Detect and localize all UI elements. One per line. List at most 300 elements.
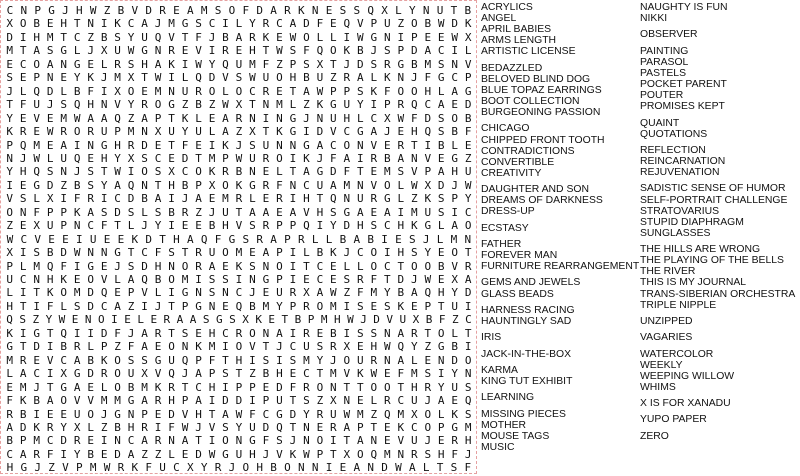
grid-letter[interactable]: Z — [397, 17, 405, 31]
grid-letter[interactable]: S — [235, 71, 243, 85]
grid-letter[interactable]: Y — [200, 461, 208, 475]
grid-letter[interactable]: X — [46, 192, 54, 206]
grid-letter[interactable]: O — [6, 205, 14, 219]
grid-letter[interactable]: O — [235, 340, 243, 354]
grid-letter[interactable]: S — [222, 367, 229, 381]
grid-letter[interactable]: L — [195, 111, 202, 125]
grid-letter[interactable]: U — [208, 246, 216, 260]
grid-letter[interactable]: E — [276, 30, 283, 44]
grid-letter[interactable]: I — [249, 353, 256, 367]
grid-letter[interactable]: P — [76, 461, 83, 475]
grid-letter[interactable]: I — [208, 44, 216, 58]
grid-letter[interactable]: H — [127, 420, 135, 434]
grid-letter[interactable]: H — [343, 111, 351, 125]
grid-letter[interactable]: V — [276, 447, 283, 461]
grid-letter[interactable]: S — [437, 205, 445, 219]
grid-letter[interactable]: G — [33, 178, 41, 192]
grid-letter[interactable]: T — [46, 380, 54, 394]
grid-letter[interactable]: E — [395, 232, 402, 246]
grid-letter[interactable]: X — [412, 313, 420, 327]
grid-letter[interactable]: A — [19, 367, 27, 381]
grid-letter[interactable]: R — [262, 178, 270, 192]
grid-letter[interactable]: Q — [397, 340, 405, 354]
grid-letter[interactable]: S — [276, 434, 283, 448]
grid-letter[interactable]: C — [330, 138, 337, 152]
grid-letter[interactable]: J — [100, 71, 108, 85]
grid-letter[interactable]: O — [316, 380, 324, 394]
grid-letter[interactable]: E — [154, 138, 162, 152]
grid-letter[interactable]: N — [383, 353, 391, 367]
grid-letter[interactable]: L — [73, 44, 81, 58]
grid-letter[interactable]: T — [100, 165, 108, 179]
grid-letter[interactable]: E — [222, 259, 229, 273]
grid-letter[interactable]: T — [397, 259, 405, 273]
grid-letter[interactable]: J — [276, 340, 283, 354]
grid-letter[interactable]: Z — [424, 340, 432, 354]
grid-letter[interactable]: O — [114, 353, 121, 367]
grid-letter[interactable]: A — [46, 394, 54, 408]
grid-letter[interactable]: N — [168, 84, 175, 98]
grid-letter[interactable]: T — [33, 286, 41, 300]
grid-letter[interactable]: W — [303, 447, 310, 461]
grid-letter[interactable]: R — [195, 246, 202, 260]
grid-letter[interactable]: E — [87, 151, 94, 165]
grid-letter[interactable]: L — [60, 299, 67, 313]
grid-letter[interactable]: A — [316, 138, 324, 152]
grid-letter[interactable]: K — [424, 192, 432, 206]
grid-letter[interactable]: Z — [87, 30, 94, 44]
grid-letter[interactable]: N — [289, 178, 297, 192]
grid-letter[interactable]: E — [235, 44, 243, 58]
grid-letter[interactable]: O — [464, 353, 472, 367]
grid-letter[interactable]: W — [276, 44, 283, 58]
grid-letter[interactable]: R — [262, 151, 270, 165]
grid-letter[interactable]: O — [208, 84, 216, 98]
grid-letter[interactable]: D — [330, 165, 337, 179]
grid-letter[interactable]: N — [114, 434, 121, 448]
grid-letter[interactable]: L — [127, 219, 135, 233]
grid-letter[interactable]: L — [46, 151, 54, 165]
grid-letter[interactable]: H — [100, 151, 108, 165]
grid-letter[interactable]: J — [451, 178, 459, 192]
grid-letter[interactable]: N — [195, 286, 202, 300]
grid-letter[interactable]: V — [330, 125, 337, 139]
grid-letter[interactable]: S — [370, 57, 378, 71]
grid-letter[interactable]: I — [289, 326, 297, 340]
grid-letter[interactable]: O — [195, 165, 202, 179]
grid-letter[interactable]: T — [303, 259, 310, 273]
grid-letter[interactable]: C — [114, 192, 121, 206]
grid-letter[interactable]: J — [114, 259, 121, 273]
grid-letter[interactable]: W — [437, 17, 445, 31]
grid-letter[interactable]: I — [19, 286, 27, 300]
grid-letter[interactable]: L — [137, 313, 144, 327]
grid-letter[interactable]: T — [46, 326, 54, 340]
grid-letter[interactable]: N — [357, 178, 364, 192]
grid-letter[interactable]: I — [397, 205, 405, 219]
grid-letter[interactable]: N — [249, 111, 256, 125]
grid-letter[interactable]: V — [141, 286, 148, 300]
grid-letter[interactable]: C — [424, 98, 432, 112]
grid-letter[interactable]: M — [262, 299, 270, 313]
grid-letter[interactable]: B — [168, 205, 175, 219]
grid-letter[interactable]: F — [145, 461, 152, 475]
grid-letter[interactable]: O — [222, 246, 229, 260]
grid-letter[interactable]: W — [235, 407, 243, 421]
grid-letter[interactable]: T — [262, 340, 270, 354]
grid-letter[interactable]: H — [195, 407, 202, 421]
grid-letter[interactable]: Z — [249, 367, 256, 381]
grid-letter[interactable]: D — [195, 447, 202, 461]
grid-letter[interactable]: H — [410, 380, 418, 394]
grid-letter[interactable]: D — [276, 380, 283, 394]
grid-letter[interactable]: M — [141, 380, 148, 394]
grid-letter[interactable]: P — [424, 299, 432, 313]
grid-letter[interactable]: O — [168, 273, 175, 286]
grid-letter[interactable]: O — [222, 434, 229, 448]
grid-letter[interactable]: X — [33, 219, 41, 233]
grid-letter[interactable]: T — [281, 313, 289, 327]
grid-letter[interactable]: E — [383, 367, 391, 381]
grid-letter[interactable]: Y — [73, 71, 81, 85]
grid-letter[interactable]: P — [383, 98, 391, 112]
grid-letter[interactable]: N — [60, 165, 67, 179]
grid-letter[interactable]: G — [330, 98, 337, 112]
grid-letter[interactable]: B — [383, 151, 391, 165]
grid-letter[interactable]: I — [289, 273, 297, 286]
grid-letter[interactable]: S — [127, 259, 135, 273]
grid-letter[interactable]: L — [464, 44, 472, 58]
grid-letter[interactable]: L — [410, 353, 418, 367]
grid-letter[interactable]: N — [249, 165, 256, 179]
grid-letter[interactable]: A — [222, 407, 229, 421]
grid-letter[interactable]: Y — [410, 340, 418, 354]
grid-letter[interactable]: V — [410, 165, 418, 179]
grid-letter[interactable]: E — [117, 232, 125, 246]
grid-letter[interactable]: E — [208, 111, 216, 125]
grid-letter[interactable]: K — [100, 353, 108, 367]
grid-letter[interactable]: D — [60, 246, 67, 260]
grid-letter[interactable]: Z — [195, 205, 202, 219]
grid-letter[interactable]: I — [168, 71, 175, 85]
grid-letter[interactable]: V — [87, 394, 94, 408]
grid-letter[interactable]: Q — [60, 326, 67, 340]
grid-letter[interactable]: W — [343, 407, 351, 421]
grid-letter[interactable]: G — [437, 71, 445, 85]
grid-letter[interactable]: P — [289, 219, 297, 233]
grid-letter[interactable]: G — [249, 178, 256, 192]
grid-letter[interactable]: C — [343, 125, 351, 139]
grid-letter[interactable]: J — [100, 407, 108, 421]
grid-letter[interactable]: U — [6, 273, 14, 286]
grid-letter[interactable]: X — [141, 367, 148, 381]
grid-letter[interactable]: L — [141, 205, 148, 219]
grid-letter[interactable]: X — [343, 340, 351, 354]
grid-letter[interactable]: J — [343, 246, 351, 260]
grid-letter[interactable]: B — [60, 340, 67, 354]
grid-letter[interactable]: E — [87, 380, 94, 394]
grid-letter[interactable]: E — [424, 30, 432, 44]
grid-letter[interactable]: J — [195, 420, 202, 434]
grid-letter[interactable]: I — [451, 205, 459, 219]
grid-letter[interactable]: D — [19, 420, 27, 434]
grid-letter[interactable]: C — [316, 273, 324, 286]
grid-letter[interactable]: K — [289, 447, 297, 461]
grid-letter[interactable]: I — [73, 138, 81, 152]
grid-letter[interactable]: T — [330, 57, 337, 71]
grid-letter[interactable]: I — [343, 326, 351, 340]
grid-letter[interactable]: Q — [330, 192, 337, 206]
grid-letter[interactable]: W — [195, 57, 202, 71]
grid-letter[interactable]: L — [87, 340, 94, 354]
grid-letter[interactable]: E — [73, 273, 81, 286]
grid-letter[interactable]: T — [289, 165, 297, 179]
grid-letter[interactable]: A — [33, 44, 41, 58]
grid-letter[interactable]: G — [195, 299, 202, 313]
grid-letter[interactable]: L — [181, 71, 189, 85]
grid-letter[interactable]: U — [168, 125, 175, 139]
grid-letter[interactable]: T — [159, 232, 166, 246]
grid-letter[interactable]: G — [215, 313, 223, 327]
grid-letter[interactable]: E — [6, 57, 14, 71]
grid-letter[interactable]: P — [100, 340, 108, 354]
grid-letter[interactable]: A — [262, 205, 270, 219]
grid-letter[interactable]: E — [383, 434, 391, 448]
grid-letter[interactable]: P — [276, 273, 283, 286]
grid-letter[interactable]: U — [276, 286, 283, 300]
grid-letter[interactable]: C — [20, 232, 28, 246]
grid-letter[interactable]: K — [357, 367, 364, 381]
grid-letter[interactable]: L — [154, 286, 162, 300]
grid-letter[interactable]: M — [89, 461, 97, 475]
grid-letter[interactable]: F — [214, 232, 222, 246]
grid-letter[interactable]: A — [330, 178, 337, 192]
grid-letter[interactable]: R — [73, 434, 81, 448]
grid-letter[interactable]: G — [397, 57, 405, 71]
grid-letter[interactable]: E — [451, 394, 459, 408]
grid-letter[interactable]: F — [19, 98, 27, 112]
grid-letter[interactable]: F — [357, 286, 364, 300]
grid-letter[interactable]: R — [410, 447, 418, 461]
grid-letter[interactable]: S — [127, 205, 135, 219]
grid-letter[interactable]: V — [195, 44, 202, 58]
grid-letter[interactable]: K — [87, 71, 94, 85]
grid-letter[interactable]: L — [19, 259, 27, 273]
grid-letter[interactable]: A — [141, 111, 148, 125]
grid-letter[interactable]: G — [6, 340, 14, 354]
grid-letter[interactable]: M — [330, 299, 337, 313]
grid-letter[interactable]: S — [316, 340, 324, 354]
grid-letter[interactable]: U — [195, 125, 202, 139]
grid-letter[interactable]: F — [46, 447, 54, 461]
grid-letter[interactable]: H — [60, 17, 67, 31]
grid-letter[interactable]: J — [370, 44, 378, 58]
grid-letter[interactable]: Q — [141, 273, 148, 286]
grid-letter[interactable]: N — [262, 98, 270, 112]
grid-letter[interactable]: A — [357, 205, 364, 219]
grid-letter[interactable]: S — [437, 57, 445, 71]
grid-letter[interactable]: T — [195, 151, 202, 165]
grid-letter[interactable]: G — [60, 44, 67, 58]
grid-letter[interactable]: E — [60, 71, 67, 85]
grid-letter[interactable]: G — [289, 125, 297, 139]
grid-letter[interactable]: Q — [100, 286, 108, 300]
grid-letter[interactable]: U — [89, 232, 97, 246]
grid-letter[interactable]: N — [87, 17, 94, 31]
grid-letter[interactable]: N — [397, 447, 405, 461]
grid-letter[interactable]: C — [33, 367, 41, 381]
grid-letter[interactable]: M — [410, 367, 418, 381]
grid-letter[interactable]: G — [20, 461, 28, 475]
grid-letter[interactable]: B — [208, 219, 216, 233]
grid-letter[interactable]: J — [141, 219, 148, 233]
grid-letter[interactable]: F — [249, 407, 256, 421]
grid-letter[interactable]: M — [370, 286, 378, 300]
grid-letter[interactable]: V — [100, 273, 108, 286]
grid-letter[interactable]: E — [303, 273, 310, 286]
grid-letter[interactable]: E — [154, 340, 162, 354]
grid-letter[interactable]: N — [367, 461, 374, 475]
grid-letter[interactable]: P — [370, 17, 378, 31]
grid-letter[interactable]: E — [100, 447, 108, 461]
grid-letter[interactable]: L — [397, 178, 405, 192]
grid-letter[interactable]: V — [303, 205, 310, 219]
grid-letter[interactable]: S — [464, 407, 472, 421]
grid-letter[interactable]: M — [249, 57, 256, 71]
grid-letter[interactable]: S — [100, 205, 108, 219]
grid-letter[interactable]: E — [316, 420, 324, 434]
grid-letter[interactable]: J — [360, 313, 367, 327]
grid-letter[interactable]: J — [62, 4, 69, 17]
grid-letter[interactable]: S — [154, 165, 162, 179]
grid-letter[interactable]: F — [424, 71, 432, 85]
grid-letter[interactable]: O — [222, 178, 229, 192]
grid-letter[interactable]: P — [262, 394, 270, 408]
grid-letter[interactable]: E — [195, 326, 202, 340]
grid-letter[interactable]: C — [60, 353, 67, 367]
grid-letter[interactable]: E — [397, 125, 405, 139]
grid-letter[interactable]: L — [311, 232, 319, 246]
grid-letter[interactable]: I — [73, 326, 81, 340]
grid-letter[interactable]: R — [262, 84, 270, 98]
grid-letter[interactable]: P — [357, 420, 364, 434]
grid-letter[interactable]: E — [168, 151, 175, 165]
grid-letter[interactable]: I — [127, 165, 135, 179]
grid-letter[interactable]: E — [33, 125, 41, 139]
grid-letter[interactable]: Z — [60, 178, 67, 192]
grid-letter[interactable]: T — [141, 71, 148, 85]
grid-letter[interactable]: V — [249, 340, 256, 354]
grid-letter[interactable]: U — [127, 367, 135, 381]
grid-letter[interactable]: H — [437, 286, 445, 300]
grid-letter[interactable]: R — [298, 232, 305, 246]
grid-letter[interactable]: W — [464, 178, 472, 192]
grid-letter[interactable]: M — [154, 84, 162, 98]
grid-letter[interactable]: V — [154, 367, 162, 381]
grid-letter[interactable]: R — [303, 299, 310, 313]
grid-letter[interactable]: N — [410, 151, 418, 165]
grid-letter[interactable]: T — [357, 380, 364, 394]
grid-letter[interactable]: Y — [181, 125, 189, 139]
grid-letter[interactable]: E — [222, 299, 229, 313]
grid-letter[interactable]: Y — [409, 4, 416, 17]
grid-letter[interactable]: R — [222, 44, 229, 58]
grid-letter[interactable]: H — [168, 178, 175, 192]
grid-letter[interactable]: C — [276, 17, 283, 31]
grid-letter[interactable]: K — [397, 299, 405, 313]
grid-letter[interactable]: T — [316, 367, 324, 381]
grid-letter[interactable]: F — [370, 273, 378, 286]
grid-letter[interactable]: F — [127, 340, 135, 354]
grid-letter[interactable]: S — [357, 299, 364, 313]
grid-letter[interactable]: C — [289, 340, 297, 354]
grid-letter[interactable]: U — [159, 461, 166, 475]
grid-letter[interactable]: Q — [195, 71, 202, 85]
grid-letter[interactable]: V — [386, 313, 394, 327]
grid-letter[interactable]: G — [383, 192, 391, 206]
grid-letter[interactable]: R — [289, 286, 297, 300]
grid-letter[interactable]: S — [168, 246, 175, 260]
grid-letter[interactable]: X — [383, 111, 391, 125]
grid-letter[interactable]: G — [181, 17, 189, 31]
grid-letter[interactable]: B — [117, 4, 125, 17]
grid-letter[interactable]: Y — [154, 219, 162, 233]
grid-letter[interactable]: B — [235, 165, 243, 179]
grid-letter[interactable]: P — [410, 30, 418, 44]
grid-letter[interactable]: R — [410, 326, 418, 340]
grid-letter[interactable]: R — [168, 44, 175, 58]
grid-letter[interactable]: Y — [437, 380, 445, 394]
grid-letter[interactable]: I — [222, 17, 229, 31]
grid-letter[interactable]: V — [464, 57, 472, 71]
grid-letter[interactable]: B — [410, 57, 418, 71]
grid-letter[interactable]: I — [424, 138, 432, 152]
grid-letter[interactable]: S — [370, 219, 378, 233]
grid-letter[interactable]: A — [73, 380, 81, 394]
grid-letter[interactable]: S — [249, 219, 256, 233]
grid-letter[interactable]: O — [357, 447, 364, 461]
grid-letter[interactable]: U — [100, 125, 108, 139]
grid-letter[interactable]: I — [141, 299, 148, 313]
grid-letter[interactable]: N — [19, 205, 27, 219]
grid-letter[interactable]: I — [100, 17, 108, 31]
grid-letter[interactable]: S — [343, 273, 351, 286]
grid-letter[interactable]: M — [397, 407, 405, 421]
grid-letter[interactable]: N — [464, 232, 472, 246]
grid-letter[interactable]: T — [19, 44, 27, 58]
grid-letter[interactable]: F — [114, 326, 121, 340]
grid-letter[interactable]: D — [60, 434, 67, 448]
grid-letter[interactable]: Z — [6, 219, 14, 233]
grid-letter[interactable]: Q — [168, 367, 175, 381]
grid-letter[interactable]: I — [168, 286, 175, 300]
grid-letter[interactable]: I — [168, 192, 175, 206]
grid-letter[interactable]: F — [276, 178, 283, 192]
grid-letter[interactable]: K — [222, 138, 229, 152]
grid-letter[interactable]: G — [262, 273, 270, 286]
grid-letter[interactable]: F — [208, 353, 216, 367]
grid-letter[interactable]: M — [320, 313, 328, 327]
grid-letter[interactable]: K — [19, 394, 27, 408]
grid-letter[interactable]: S — [249, 259, 256, 273]
grid-letter[interactable]: D — [256, 4, 263, 17]
grid-letter[interactable]: M — [383, 447, 391, 461]
grid-letter[interactable]: Q — [127, 178, 135, 192]
grid-letter[interactable]: R — [316, 407, 324, 421]
grid-letter[interactable]: E — [370, 205, 378, 219]
grid-letter[interactable]: X — [73, 420, 81, 434]
grid-letter[interactable]: B — [270, 461, 277, 475]
